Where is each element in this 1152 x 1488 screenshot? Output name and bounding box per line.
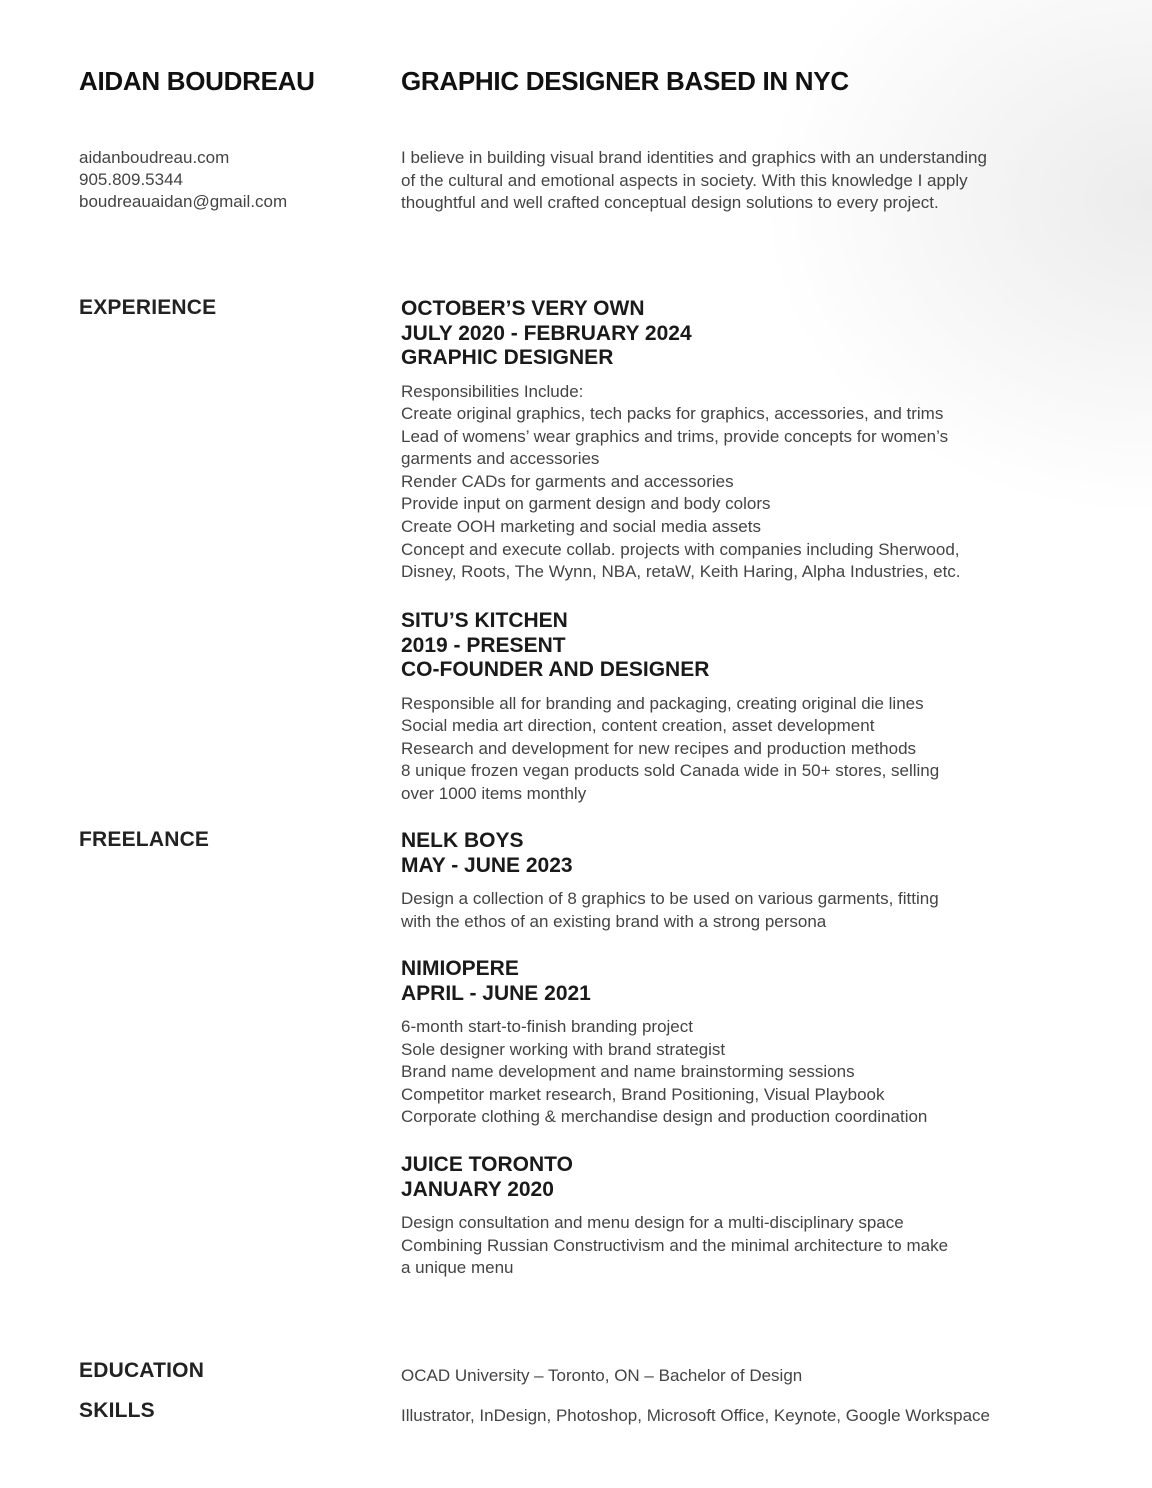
job-line: Social media art direction, content creation, asset development [401,716,875,736]
job-line: 6-month start-to-finish branding project [401,1017,693,1036]
job-entry-ovo [401,297,1081,584]
name-heading: AIDAN BOUDREAU [79,66,315,96]
skills-detail: Illustrator, InDesign, Photoshop, Microsoft Office, Keynote, Google Workspace [401,1406,990,1425]
job-line: 8 unique frozen vegan products sold Canada wide in 50+ stores, selling [401,761,940,781]
job-header [401,957,1081,1006]
job-line: garments and accessories [401,449,600,469]
job-description [401,381,1081,584]
job-entry-situs-kitchen [401,609,1081,805]
intro-line: of the cultural and emotional aspects in society. With this knowledge I apply [401,170,968,190]
contact-block [79,147,287,213]
job-line: Corporate clothing & merchandise design and production coordination [401,1107,928,1127]
job-line: Combining Russian Constructivism and the minimal architecture to make [401,1235,949,1255]
email-link[interactable]: boudreauaidan@gmail.com [79,192,288,211]
job-dates: APRIL - JUNE 2021 [401,981,591,1005]
job-dates: 2019 - PRESENT [401,633,566,657]
job-line: Create OOH marketing and social media assets [401,517,761,537]
website-link[interactable]: aidanboudreau.com [79,148,230,167]
section-label-skills: SKILLS [79,1399,155,1422]
job-line: with the ethos of an existing brand with a strong persona [401,911,827,931]
section-label-education: EDUCATION [79,1359,205,1382]
job-line: Render CADs for garments and accessories [401,471,734,491]
job-role: GRAPHIC DESIGNER [401,346,614,369]
job-description [401,1016,1081,1129]
job-line: Sole designer working with brand strategist [401,1039,726,1059]
job-line: a unique menu [401,1258,514,1278]
job-header [401,297,1081,371]
intro-line: I believe in building visual brand identities and graphics with an understanding [401,148,987,167]
job-description [401,1212,1081,1280]
job-dates: JANUARY 2020 [401,1177,554,1201]
job-entry-nelk-boys [401,829,1081,933]
job-line: Responsibilities Include: [401,381,584,401]
job-line: Disney, Roots, The Wynn, NBA, retaW, Keith Haring, Alpha Industries, etc. [401,562,961,582]
education-detail: OCAD University – Toronto, ON – Bachelor of Design [401,1366,803,1385]
job-line: Research and development for new recipes and production methods [401,738,917,758]
job-dates: JULY 2020 - FEBRUARY 2024 [401,321,692,345]
job-line: Responsible all for branding and packaging, creating original die lines [401,693,924,713]
job-line: over 1000 items monthly [401,783,587,803]
job-entry-juice-toronto [401,1153,1081,1280]
job-header [401,829,1081,878]
section-label-freelance: FREELANCE [79,828,210,851]
job-line: Design consultation and menu design for a multi-disciplinary space [401,1213,904,1232]
job-role: CO-FOUNDER AND DESIGNER [401,658,710,681]
job-line: Brand name development and name brainstorming sessions [401,1062,855,1082]
job-header [401,609,1081,683]
job-line: Lead of womens’ wear graphics and trims, provide concepts for women’s [401,426,949,446]
job-line: Competitor market research, Brand Positioning, Visual Playbook [401,1084,885,1104]
job-line: Design a collection of 8 graphics to be used on various garments, fitting [401,889,939,908]
job-company: NELK BOYS [401,829,524,852]
job-dates: MAY - JUNE 2023 [401,853,573,877]
section-label-experience: EXPERIENCE [79,296,217,319]
job-line: Concept and execute collab. projects with companies including Sherwood, [401,539,960,559]
job-line: Provide input on garment design and body colors [401,494,771,514]
job-company: JUICE TORONTO [401,1153,573,1176]
job-description [401,888,1081,933]
job-company: NIMIOPERE [401,957,519,980]
job-line: Create original graphics, tech packs for graphics, accessories, and trims [401,404,944,424]
job-entry-nimiopere [401,957,1081,1129]
headline: GRAPHIC DESIGNER BASED IN NYC [401,66,849,96]
intro-line: thoughtful and well crafted conceptual design solutions to every project. [401,193,939,212]
job-company: OCTOBER’S VERY OWN [401,297,645,320]
phone-number: 905.809.5344 [79,170,183,189]
intro-paragraph [401,147,1061,215]
job-header [401,1153,1081,1202]
job-description [401,693,1081,806]
job-company: SITU’S KITCHEN [401,609,568,632]
